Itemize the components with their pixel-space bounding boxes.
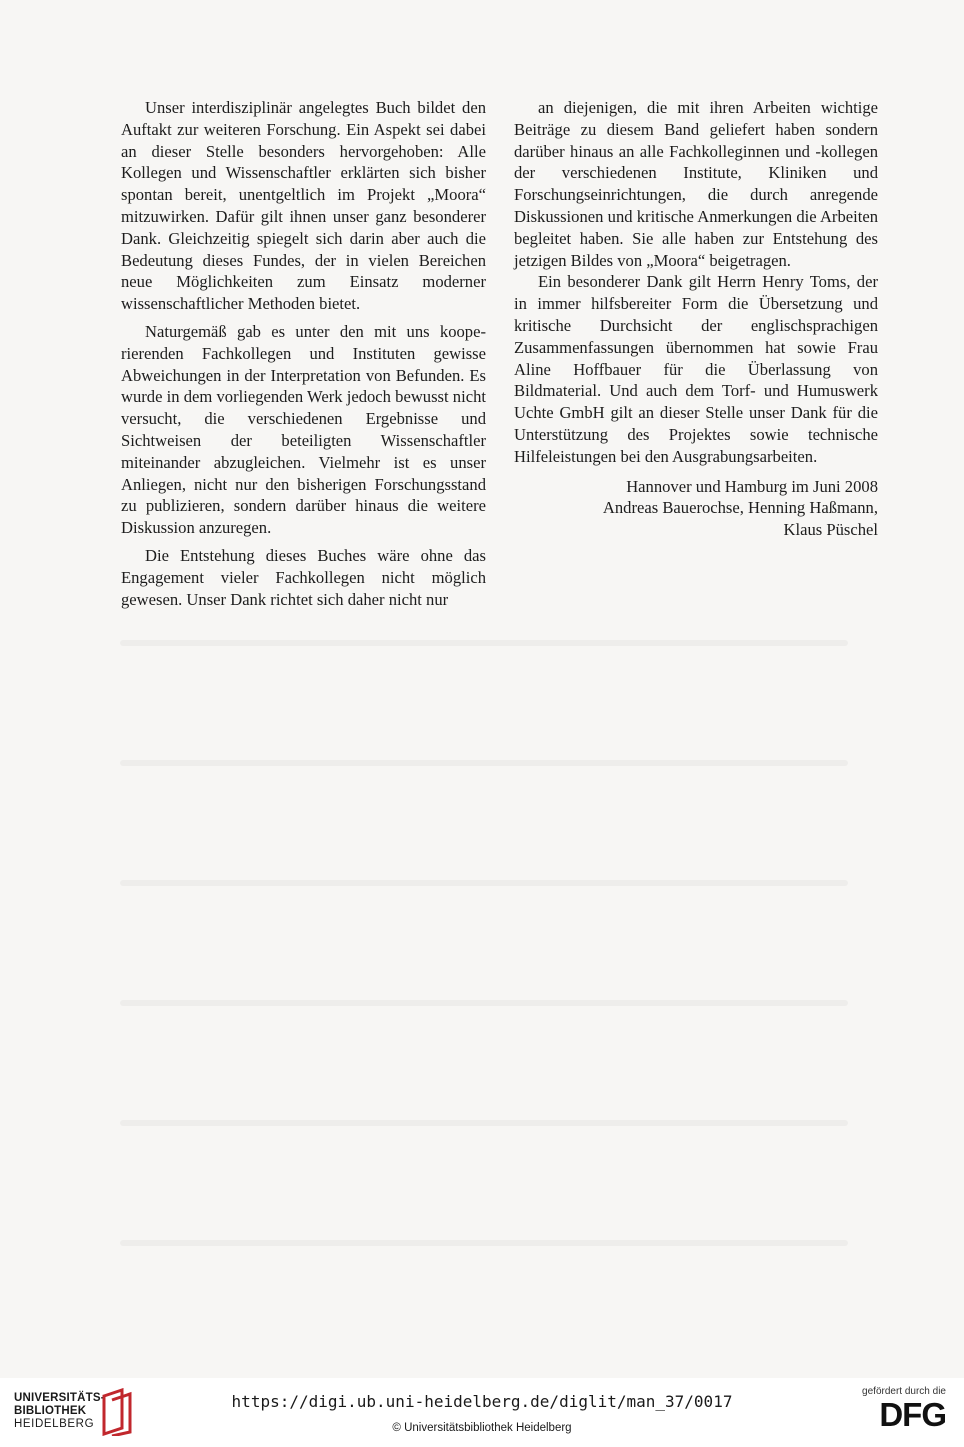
logo-line: BIBLIOTHEK <box>14 1405 87 1417</box>
left-text-column <box>121 97 486 610</box>
paragraph: Ein besonderer Dank gilt Herrn Henry Toms, der in immer hilfsbereiter Form die Übersetzung und kritische Durchsicht der englischsprachigen Zusammenfassungen übernommen hat sowie Frau Aline Hoffbauer für die Überlassung von Bildmaterial. Und auch dem Torf- und Humuswerk Uchte GmbH gilt an dieser Stelle unser Dank für die Unterstützung des Projektes sowie technische Hilfeleistungen bei den Ausgrabungsarbeiten. <box>514 272 878 466</box>
authors-line: Andreas Bauerochse, Henning Haßmann, <box>602 498 878 518</box>
paragraph: Die Entstehung dieses Buches wäre ohne das Engagement vieler Fachkollegen nicht möglich gewesen. Unser Dank richtet sich daher nicht nur <box>121 545 486 609</box>
dfg-caption: gefördert durch die <box>862 1386 946 1397</box>
page-url-link[interactable]: https://digi.ub.uni-heidelberg.de/diglit/man_37/0017 <box>231 1392 733 1411</box>
paragraph: an diejenigen, die mit ihren Arbeiten wichtige Beiträge zu diesem Band geliefert haben sondern darüber hinaus an alle Fachkolleginnen und -kollegen der verschiedenen Institute, Kliniken und Forschungseinrichtungen, die durch anregende Diskussionen und kritische Anmerkungen die Arbeiten begleitet haben. Sie alle haben zur Entstehung des jetzigen Bildes von „Moora“ beigetragen. <box>514 98 878 270</box>
place-date: Hannover und Hamburg im Juni 2008 <box>626 476 878 496</box>
dfg-logo[interactable] <box>850 1386 946 1442</box>
logo-line: UNIVERSITÄTS- <box>14 1392 105 1404</box>
paragraph: Unser interdisziplinär angelegtes Buch bildet den Auftakt zur weiteren Forschung. Ein Aspekt sei dabei an dieser Stelle besonders hervorgehoben: Alle Kollegen und Wissenschaftler erklärten sich bisher spontan bereit, unentgeltlich im Projekt „Moora“ mitzuwirken. Dafür gilt ihnen unser ganz besonderer Dank. Gleichzeitig spiegelt sich darin aber auch die Bedeutung dieses Fundes, der in vielen Bereichen neue Möglichkeiten zum Einsatz moderner wissenschaftlicher Methoden bietet. <box>121 98 486 314</box>
viewer-footer <box>0 1378 964 1447</box>
signoff <box>514 476 878 541</box>
logo-line: HEIDELBERG <box>14 1418 95 1430</box>
dfg-wordmark: DFG <box>879 1396 946 1433</box>
last-author: Klaus Püschel <box>783 520 878 540</box>
paragraph: Naturgemäß gab es unter den mit uns kooperierenden Fachkollegen und Instituten gewisse Abweichungen in der Interpretation von Befunden. Es wurde in dem vorliegenden Werk jedoch bewusst nicht versucht, die verschiedenen Ergebnisse und Sichtweisen der beteiligten Wissenschaftler miteinander abzugleichen. Vielmehr ist es unser Anliegen, nicht nur den bisherigen Forschungsstand zu publizieren, sondern darüber hinaus die weitere Diskussion anzuregen. <box>121 321 486 538</box>
right-text-column <box>514 97 878 541</box>
copyright-notice: © Universitätsbibliothek Heidelberg <box>392 1422 572 1434</box>
